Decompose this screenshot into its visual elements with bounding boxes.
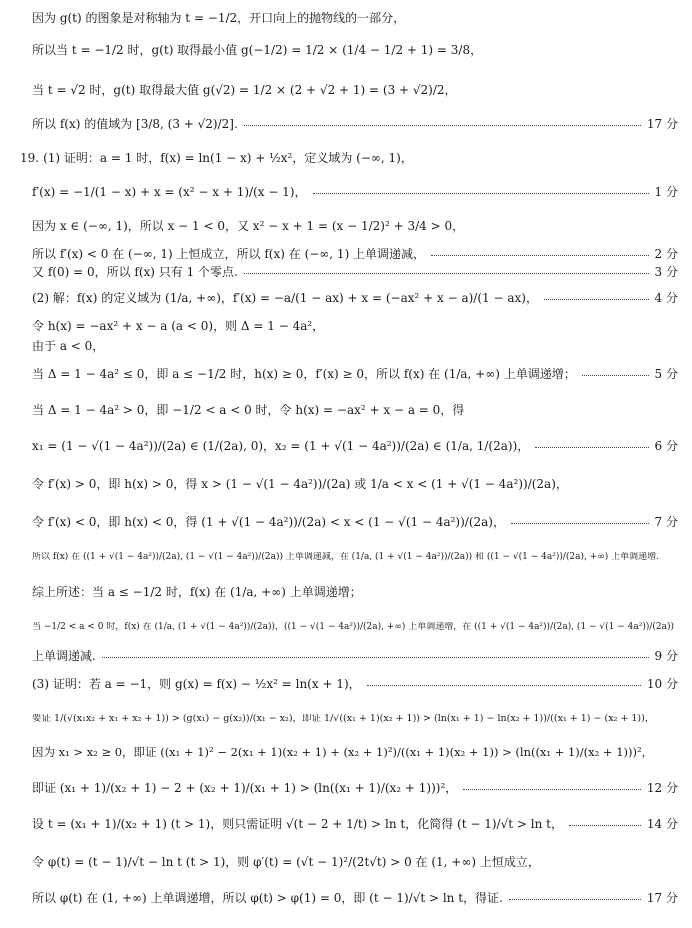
solution-line bbox=[32, 118, 678, 132]
score-mark: 17 分 bbox=[646, 117, 678, 131]
line-text: 令 f′(x) > 0，即 h(x) > 0，得 x > (1 − √(1 − 4a²))/(2a) 或 1/a < x < (1 + √(1 − 4a²))/(2a)， bbox=[32, 478, 568, 491]
solution-line bbox=[32, 404, 678, 418]
solution-line bbox=[32, 44, 678, 58]
score-mark: 6 分 bbox=[654, 439, 678, 453]
solution-line bbox=[32, 552, 678, 562]
leader-dots bbox=[313, 193, 649, 194]
line-text: 当 Δ = 1 − 4a² > 0，即 −1/2 < a < 0 时，令 h(x) = −ax² + x − a = 0，得 bbox=[32, 404, 465, 417]
line-text: (3) 证明：若 a = −1，则 g(x) = f(x) − ½x² = ln(x + 1)， bbox=[32, 678, 361, 691]
solution-line bbox=[32, 320, 678, 334]
solution-line bbox=[32, 84, 678, 98]
solution-line bbox=[32, 292, 678, 306]
score-mark: 10 分 bbox=[646, 677, 678, 691]
leader-dots bbox=[535, 447, 648, 448]
line-text: 当 Δ = 1 − 4a² ≤ 0，即 a ≤ −1/2 时，h(x) ≥ 0，f′(x) ≥ 0，所以 f(x) 在 (1/a, +∞) 上单调递增； bbox=[32, 368, 576, 381]
score-mark: 9 分 bbox=[654, 649, 678, 663]
score-mark: 1 分 bbox=[654, 185, 678, 199]
problem-number: 19. bbox=[20, 151, 40, 165]
score-mark: 12 分 bbox=[646, 781, 678, 795]
leader-dots bbox=[102, 657, 649, 658]
line-text: 又 f(0) = 0，所以 f(x) 只有 1 个零点. bbox=[32, 266, 238, 279]
solution-line bbox=[32, 714, 678, 725]
solution-line bbox=[32, 266, 678, 280]
line-text: 即证 (x₁ + 1)/(x₂ + 1) − 2 + (x₂ + 1)/(x₁ + 1) > (ln((x₁ + 1)/(x₂ + 1)))²， bbox=[32, 782, 458, 795]
line-text: 令 f′(x) < 0，即 h(x) < 0，得 (1 + √(1 − 4a²))/(2a) < x < (1 − √(1 − 4a²))/(2a)， bbox=[32, 516, 505, 529]
line-text: 所以 f′(x) < 0 在 (−∞, 1) 上恒成立，所以 f(x) 在 (−∞, 1) 上单调递减， bbox=[32, 248, 426, 261]
line-text: 综上所述：当 a ≤ −1/2 时，f(x) 在 (1/a, +∞) 上单调递增； bbox=[32, 586, 362, 599]
line-text: 设 t = (x₁ + 1)/(x₂ + 1) (t > 1)，则只需证明 √(t − 2 + 1/t) > ln t，化简得 (t − 1)/√t > ln t， bbox=[32, 818, 563, 831]
line-text: 令 h(x) = −ax² + x − a (a < 0)，则 Δ = 1 − 4a²， bbox=[32, 320, 325, 333]
leader-dots bbox=[244, 125, 641, 126]
score-mark: 7 分 bbox=[654, 515, 678, 529]
solution-line bbox=[32, 516, 678, 530]
line-text: x₁ = (1 − √(1 − 4a²))/(2a) ∈ (1/(2a), 0)，x₂ = (1 + √(1 − 4a²))/(2a) ∈ (1/a, 1/(2a))， bbox=[32, 440, 530, 453]
score-mark: 17 分 bbox=[646, 891, 678, 905]
line-text: 因为 x₁ > x₂ ≥ 0，即证 ((x₁ + 1)² − 2(x₁ + 1)(x₂ + 1) + (x₂ + 1)²)/((x₁ + 1)(x₂ + 1)) > (ln((x₁ + 1)/(x₂ + 1)))²， bbox=[32, 746, 654, 759]
line-text: 所以 f(x) 的值域为 [3/8, (3 + √2)/2]. bbox=[32, 118, 238, 131]
solution-line bbox=[32, 650, 678, 664]
score-mark: 5 分 bbox=[654, 367, 678, 381]
line-text: 因为 g(t) 的图象是对称轴为 t = −1/2，开口向上的抛物线的一部分， bbox=[32, 12, 406, 25]
solution-line bbox=[32, 340, 678, 354]
solution-line bbox=[32, 586, 678, 600]
score-mark: 14 分 bbox=[646, 817, 678, 831]
leader-dots bbox=[544, 299, 649, 300]
leader-dots bbox=[582, 375, 649, 376]
solution-line bbox=[32, 746, 678, 759]
line-text: 令 φ(t) = (t − 1)/√t − ln t (t > 1)，则 φ′(t) = (√t − 1)²/(2t√t) > 0 在 (1, +∞) 上恒成立， bbox=[32, 856, 540, 869]
leader-dots bbox=[431, 255, 648, 256]
solution-line bbox=[32, 856, 678, 870]
solution-line bbox=[32, 478, 678, 492]
line-text: 因为 x ∈ (−∞, 1)，所以 x − 1 < 0，又 x² − x + 1 = (x − 1/2)² + 3/4 > 0， bbox=[32, 220, 465, 233]
solution-line bbox=[32, 220, 678, 234]
solution-line bbox=[32, 678, 678, 692]
line-text: f′(x) = −1/(1 − x) + x = (x² − x + 1)/(x − 1)， bbox=[32, 186, 307, 199]
leader-dots bbox=[463, 789, 641, 790]
leader-dots bbox=[511, 523, 649, 524]
line-text: (1) 证明：a = 1 时，f(x) = ln(1 − x) + ½x²，定义域为 (−∞, 1)， bbox=[43, 152, 413, 165]
line-text: 由于 a < 0， bbox=[32, 340, 105, 353]
line-text: (2) 解：f(x) 的定义域为 (1/a, +∞)，f′(x) = −a/(1 − ax) + x = (−ax² + x − a)/(1 − ax)， bbox=[32, 292, 538, 305]
solution-line bbox=[32, 892, 678, 906]
solution-line bbox=[32, 248, 678, 262]
line-text: 所以 f(x) 在 ((1 + √(1 − 4a²))/(2a), (1 − √(1 − 4a²))/(2a)) 上单调递减，在 (1/a, (1 + √(1 − 4a²))/(2a)) 和 ((1 − √(1 − 4a²))/(2a), +∞) 上单调递增. bbox=[32, 552, 659, 562]
solution-line bbox=[32, 368, 678, 382]
line-text: 当 −1/2 < a < 0 时，f(x) 在 (1/a, (1 + √(1 − 4a²))/(2a))，((1 − √(1 − 4a²))/(2a), +∞) 上单调递增，在 ((1 + √(1 − 4a²))/(2a), (1 − √(1 − 4a²))/(2a)) bbox=[32, 622, 675, 632]
solution-line bbox=[32, 12, 678, 26]
solution-line bbox=[32, 622, 678, 632]
line-text: 要证 1/(√(x₁x₂ + x₁ + x₂ + 1)) > (g(x₁) − g(x₂))/(x₁ − x₂)，即证 1/√((x₁ + 1)(x₂ + 1)) > (ln(x₁ + 1) − ln(x₂ + 1))/((x₁ + 1) − (x₂ + 1))， bbox=[32, 714, 655, 724]
line-text: 当 t = √2 时，g(t) 取得最大值 g(√2) = 1/2 × (2 + √2 + 1) = (3 + √2)/2， bbox=[32, 84, 457, 97]
solution-line bbox=[32, 818, 678, 832]
score-mark: 4 分 bbox=[654, 291, 678, 305]
solution-line bbox=[32, 186, 678, 200]
leader-dots bbox=[367, 685, 641, 686]
solution-line bbox=[32, 440, 678, 454]
leader-dots bbox=[244, 273, 649, 274]
line-text: 所以当 t = −1/2 时，g(t) 取得最小值 g(−1/2) = 1/2 × (1/4 − 1/2 + 1) = 3/8， bbox=[32, 44, 483, 57]
leader-dots bbox=[569, 825, 641, 826]
solution-line bbox=[20, 152, 678, 166]
line-text: 所以 φ(t) 在 (1, +∞) 上单调递增，所以 φ(t) > φ(1) = 0，即 (t − 1)/√t > ln t，得证. bbox=[32, 892, 503, 905]
leader-dots bbox=[509, 899, 641, 900]
line-text: 上单调递减. bbox=[32, 650, 96, 663]
score-mark: 3 分 bbox=[654, 265, 678, 279]
solution-line bbox=[32, 782, 678, 796]
score-mark: 2 分 bbox=[654, 247, 678, 261]
